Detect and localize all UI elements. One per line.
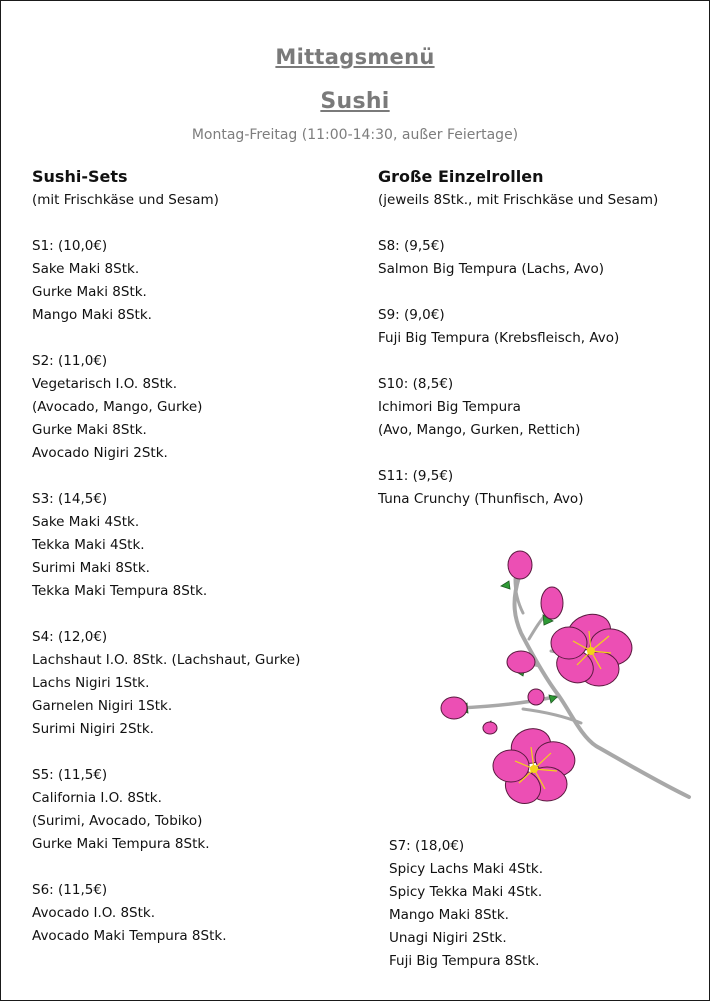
set-item: Unagi Nigiri 2Stk.: [389, 930, 507, 946]
set-item: Vegetarisch I.O. 8Stk.: [32, 376, 178, 392]
menu-set: [32, 488, 300, 603]
cherry-blossom-icon: [431, 541, 696, 811]
set-code: S6: (11,5€): [32, 882, 108, 898]
set-item: (Avocado, Mango, Gurke): [32, 399, 203, 415]
menu-set: [32, 626, 300, 741]
section-heading: Sushi-Sets: [32, 167, 128, 186]
set-code: S1: (10,0€): [32, 238, 108, 254]
set-item: Avocado Nigiri 2Stk.: [32, 445, 168, 461]
set-item: Sake Maki 8Stk.: [32, 261, 140, 277]
set-item: Gurke Maki 8Stk.: [32, 284, 147, 300]
menu-set: [32, 235, 300, 327]
menu-set: [378, 235, 658, 281]
set-code: S9: (9,0€): [378, 307, 445, 323]
set-code: S8: (9,5€): [378, 238, 445, 254]
menu-category: Sushi: [320, 89, 390, 114]
menu-title: Mittagsmenü: [275, 45, 435, 69]
set-item: Surimi Nigiri 2Stk.: [32, 721, 154, 737]
set-item: (Surimi, Avocado, Tobiko): [32, 813, 203, 829]
set-code: S3: (14,5€): [32, 491, 108, 507]
set-item: Salmon Big Tempura (Lachs, Avo): [378, 261, 604, 277]
opening-hours: Montag-Freitag (11:00-14:30, außer Feiertage): [191, 127, 519, 143]
set-item: Fuji Big Tempura 8Stk.: [389, 953, 540, 969]
set-item: Fuji Big Tempura (Krebsfleisch, Avo): [378, 330, 620, 346]
set-item: California I.O. 8Stk.: [32, 790, 162, 806]
set-item: Tekka Maki Tempura 8Stk.: [32, 583, 208, 599]
menu-set: [378, 373, 658, 442]
set-code: S4: (12,0€): [32, 629, 108, 645]
blossom-large-bottom: [493, 723, 579, 810]
section-note: (mit Frischkäse und Sesam): [32, 192, 219, 208]
sushi-sets-column: [32, 165, 300, 948]
section-heading: Große Einzelrollen: [378, 167, 544, 186]
set-item: Spicy Tekka Maki 4Stk.: [389, 884, 543, 900]
set-code: S7: (18,0€): [389, 838, 465, 854]
set-item: Sake Maki 4Stk.: [32, 514, 140, 530]
set-code: S10: (8,5€): [378, 376, 454, 392]
big-rolls-column: [378, 165, 658, 511]
set-item: Ichimori Big Tempura: [378, 399, 521, 415]
menu-set: [378, 304, 658, 350]
set-item: Gurke Maki 8Stk.: [32, 422, 147, 438]
set-item: Spicy Lachs Maki 4Stk.: [389, 861, 544, 877]
set-item: Surimi Maki 8Stk.: [32, 560, 150, 576]
set-code: S11: (9,5€): [378, 468, 454, 484]
set-code: S2: (11,0€): [32, 353, 108, 369]
section-note: (jeweils 8Stk., mit Frischkäse und Sesam): [378, 192, 659, 208]
set-item: Gurke Maki Tempura 8Stk.: [32, 836, 210, 852]
menu-set: [32, 764, 300, 856]
set-item: Tuna Crunchy (Thunfisch, Avo): [378, 491, 584, 507]
set-item: Garnelen Nigiri 1Stk.: [32, 698, 173, 714]
set-item: Tekka Maki 4Stk.: [32, 537, 145, 553]
set-item: Mango Maki 8Stk.: [389, 907, 509, 923]
set-item: Avocado Maki Tempura 8Stk.: [32, 928, 227, 944]
set-code: S5: (11,5€): [32, 767, 108, 783]
set-item: Avocado I.O. 8Stk.: [32, 905, 156, 921]
menu-set: [32, 879, 300, 948]
set-item: Lachshaut I.O. 8Stk. (Lachshaut, Gurke): [32, 652, 301, 668]
set-item: Lachs Nigiri 1Stk.: [32, 675, 150, 691]
set-item: Mango Maki 8Stk.: [32, 307, 152, 323]
special-set: [389, 835, 543, 973]
blossom-large-top: [551, 609, 635, 690]
set-item: (Avo, Mango, Gurken, Rettich): [378, 422, 581, 438]
menu-set: [32, 350, 300, 465]
menu-set: [378, 465, 658, 511]
